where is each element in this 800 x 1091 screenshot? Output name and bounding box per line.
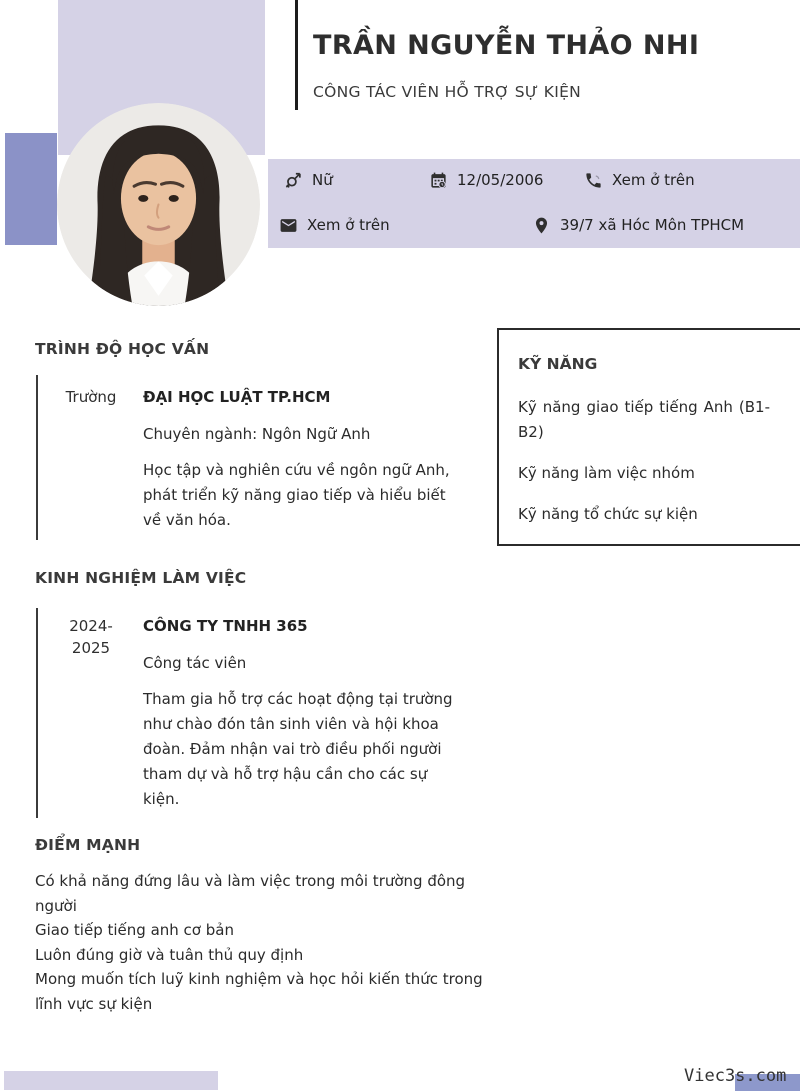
- strengths-heading: ĐIỂM MẠNH: [35, 836, 141, 854]
- skills-heading: KỸ NĂNG: [518, 355, 598, 373]
- strength-item: Mong muốn tích luỹ kinh nghiệm và học hỏi kiến thức trong lĩnh vực sự kiện: [35, 970, 483, 1013]
- education-label: Trường: [65, 388, 117, 406]
- experience-company: CÔNG TY TNHH 365: [143, 617, 308, 635]
- education-entry: [143, 386, 465, 533]
- education-description: Học tập và nghiên cứu về ngôn ngữ Anh, phát triển kỹ năng giao tiếp và hiểu biết về văn hóa.: [143, 461, 450, 529]
- skills-box: [497, 328, 800, 546]
- contact-address-value: 39/7 xã Hóc Môn TPHCM: [560, 216, 745, 234]
- portrait-illustration: [57, 103, 260, 306]
- left-accent-square: [5, 133, 57, 245]
- experience-heading: KINH NGHIỆM LÀM VIỆC: [35, 569, 247, 587]
- education-heading: TRÌNH ĐỘ HỌC VẤN: [35, 340, 210, 358]
- experience-period-line2: 2025: [71, 639, 111, 657]
- header-divider-line: [295, 0, 298, 110]
- education-major: Chuyên ngành: Ngôn Ngữ Anh: [143, 425, 371, 443]
- calendar-icon: [428, 170, 448, 190]
- watermark-text: Viec3s.com: [684, 1066, 787, 1086]
- experience-period: [45, 615, 137, 659]
- education-school: ĐẠI HỌC LUẬT TP.HCM: [143, 388, 331, 406]
- profile-photo: [57, 103, 260, 306]
- experience-description: Tham gia hỗ trợ các hoạt động tại trường như chào đón tân sinh viên và hội khoa đoàn. Đảm nhận vai trò điều phối người tham dự và hỗ trợ hậu cần cho các sự kiện.: [143, 690, 453, 808]
- contact-phone: [583, 170, 695, 190]
- contact-phone-value: Xem ở trên: [612, 171, 695, 189]
- strength-item: Có khả năng đứng lâu và làm việc trong môi trường đông người: [35, 872, 466, 915]
- gender-icon: [283, 170, 303, 190]
- education-timeline-line: [36, 375, 38, 540]
- phone-icon: [583, 170, 603, 190]
- experience-period-line1: 2024-: [69, 617, 113, 635]
- contact-birthday: [428, 170, 543, 190]
- skill-item: Kỹ năng tổ chức sự kiện: [518, 505, 698, 523]
- experience-entry: [143, 615, 465, 812]
- contact-gender: [283, 170, 333, 190]
- skill-item: Kỹ năng làm việc nhóm: [518, 464, 695, 482]
- experience-timeline-line: [36, 608, 38, 818]
- skill-item: Kỹ năng giao tiếp tiếng Anh (B1-B2): [518, 398, 770, 441]
- candidate-name: TRẦN NGUYỄN THẢO NHI: [313, 30, 700, 61]
- contact-gender-value: Nữ: [312, 171, 333, 189]
- contact-birthday-value: 12/05/2006: [457, 171, 544, 189]
- experience-role: Công tác viên: [143, 654, 247, 672]
- strength-item: Giao tiếp tiếng anh cơ bản: [35, 921, 234, 940]
- candidate-title: CÔNG TÁC VIÊN HỖ TRỢ SỰ KIỆN: [313, 83, 582, 101]
- email-icon: [278, 215, 298, 235]
- contact-address: [531, 215, 744, 235]
- contact-email-value: Xem ở trên: [307, 216, 390, 234]
- strengths-list: [35, 869, 490, 1017]
- location-icon: [531, 215, 551, 235]
- contact-email: [278, 215, 390, 235]
- strength-item: Luôn đúng giờ và tuân thủ quy định: [35, 945, 304, 964]
- footer-lavender-bar: [4, 1071, 218, 1090]
